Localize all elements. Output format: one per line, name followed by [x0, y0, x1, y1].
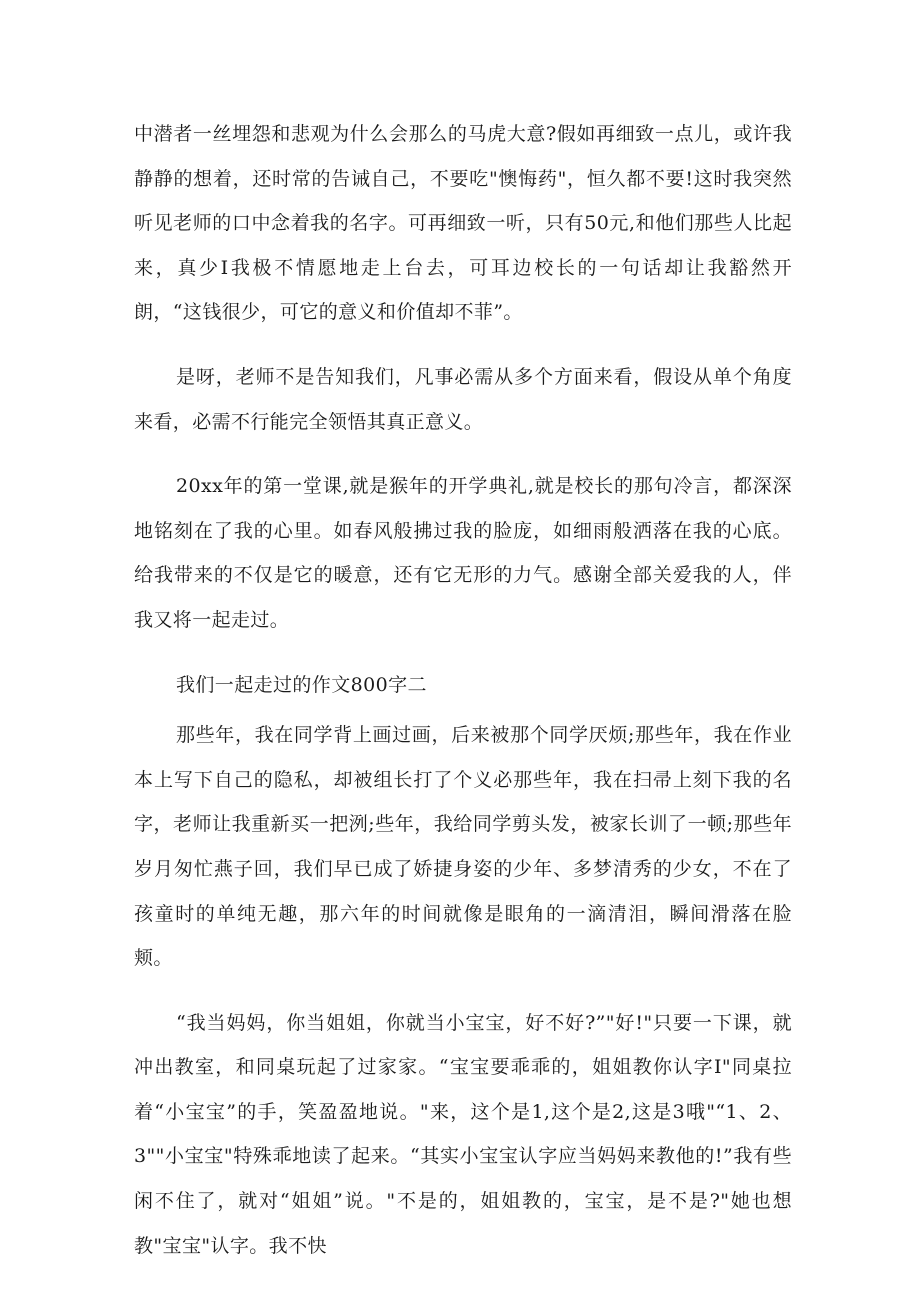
paragraph: “我当妈妈，你当姐姐，你就当小宝宝，好不好?”"好!"只要一下课，就冲出教室，和同桌玩起了过家家。“宝宝要乖乖的，姐姐教你认字I"同桌拉着“小宝宝”的手，笑盈盈地说。"来，这个是1,这个是2,这是3哦"“1、2、3""小宝宝"特殊乖地读了起来。“其实小宝宝认字应当妈妈来教他的!”我有些闲不住了，就对“姐姐”说。"不是的，姐姐教的，宝宝，是不是?"她也想教"宝宝"认字。我不快	[134, 1011, 792, 1257]
paragraph: 那些年，我在同学背上画过画，后来被那个同学厌烦;那些年，我在作业本上写下自己的隐私，却被组长打了个义必那些年，我在扫帚上刻下我的名字，老师让我重新买一把洌;些年，我给同学剪头发，被家长训了一顿;那些年岁月匆忙燕子回，我们早已成了娇捷身姿的少年、多梦清秀的少女，不在了孩童时的单纯无趣，那六年的时间就像是眼角的一滴清泪，瞬间滑落在脸颊。	[134, 724, 792, 970]
document-page	[134, 112, 792, 1268]
paragraph-continued: 中潜者一丝埋怨和悲观为什么会那么的马虎大意?假如再细致一点儿，或许我静静的想着，还时常的告诫自己，不要吃"懊悔药"，恒久都不要!这时我突然听见老师的口中念着我的名字。可再细致一听，只有50元,和他们那些人比起来，真少I我极不情愿地走上台去，可耳边校长的一句话却让我豁然开朗，“这钱很少，可它的意义和价值却不菲”。	[134, 123, 792, 324]
section-title: 我们一起走过的作文800字二	[176, 673, 427, 696]
paragraph: 是呀，老师不是告知我们，凡事必需从多个方面来看，假设从单个角度来看，必需不行能完全领悟其真正意义。	[134, 365, 792, 433]
paragraph: 20xx年的第一堂课,就是猴年的开学典礼,就是校长的那句冷言，都深深地铭刻在了我的心里。如春风般拂过我的脸庞，如细雨般洒落在我的心底。给我带来的不仅是它的暖意，还有它无形的力气。感谢全部关爱我的人，伴我又将一起走过。	[134, 475, 792, 631]
